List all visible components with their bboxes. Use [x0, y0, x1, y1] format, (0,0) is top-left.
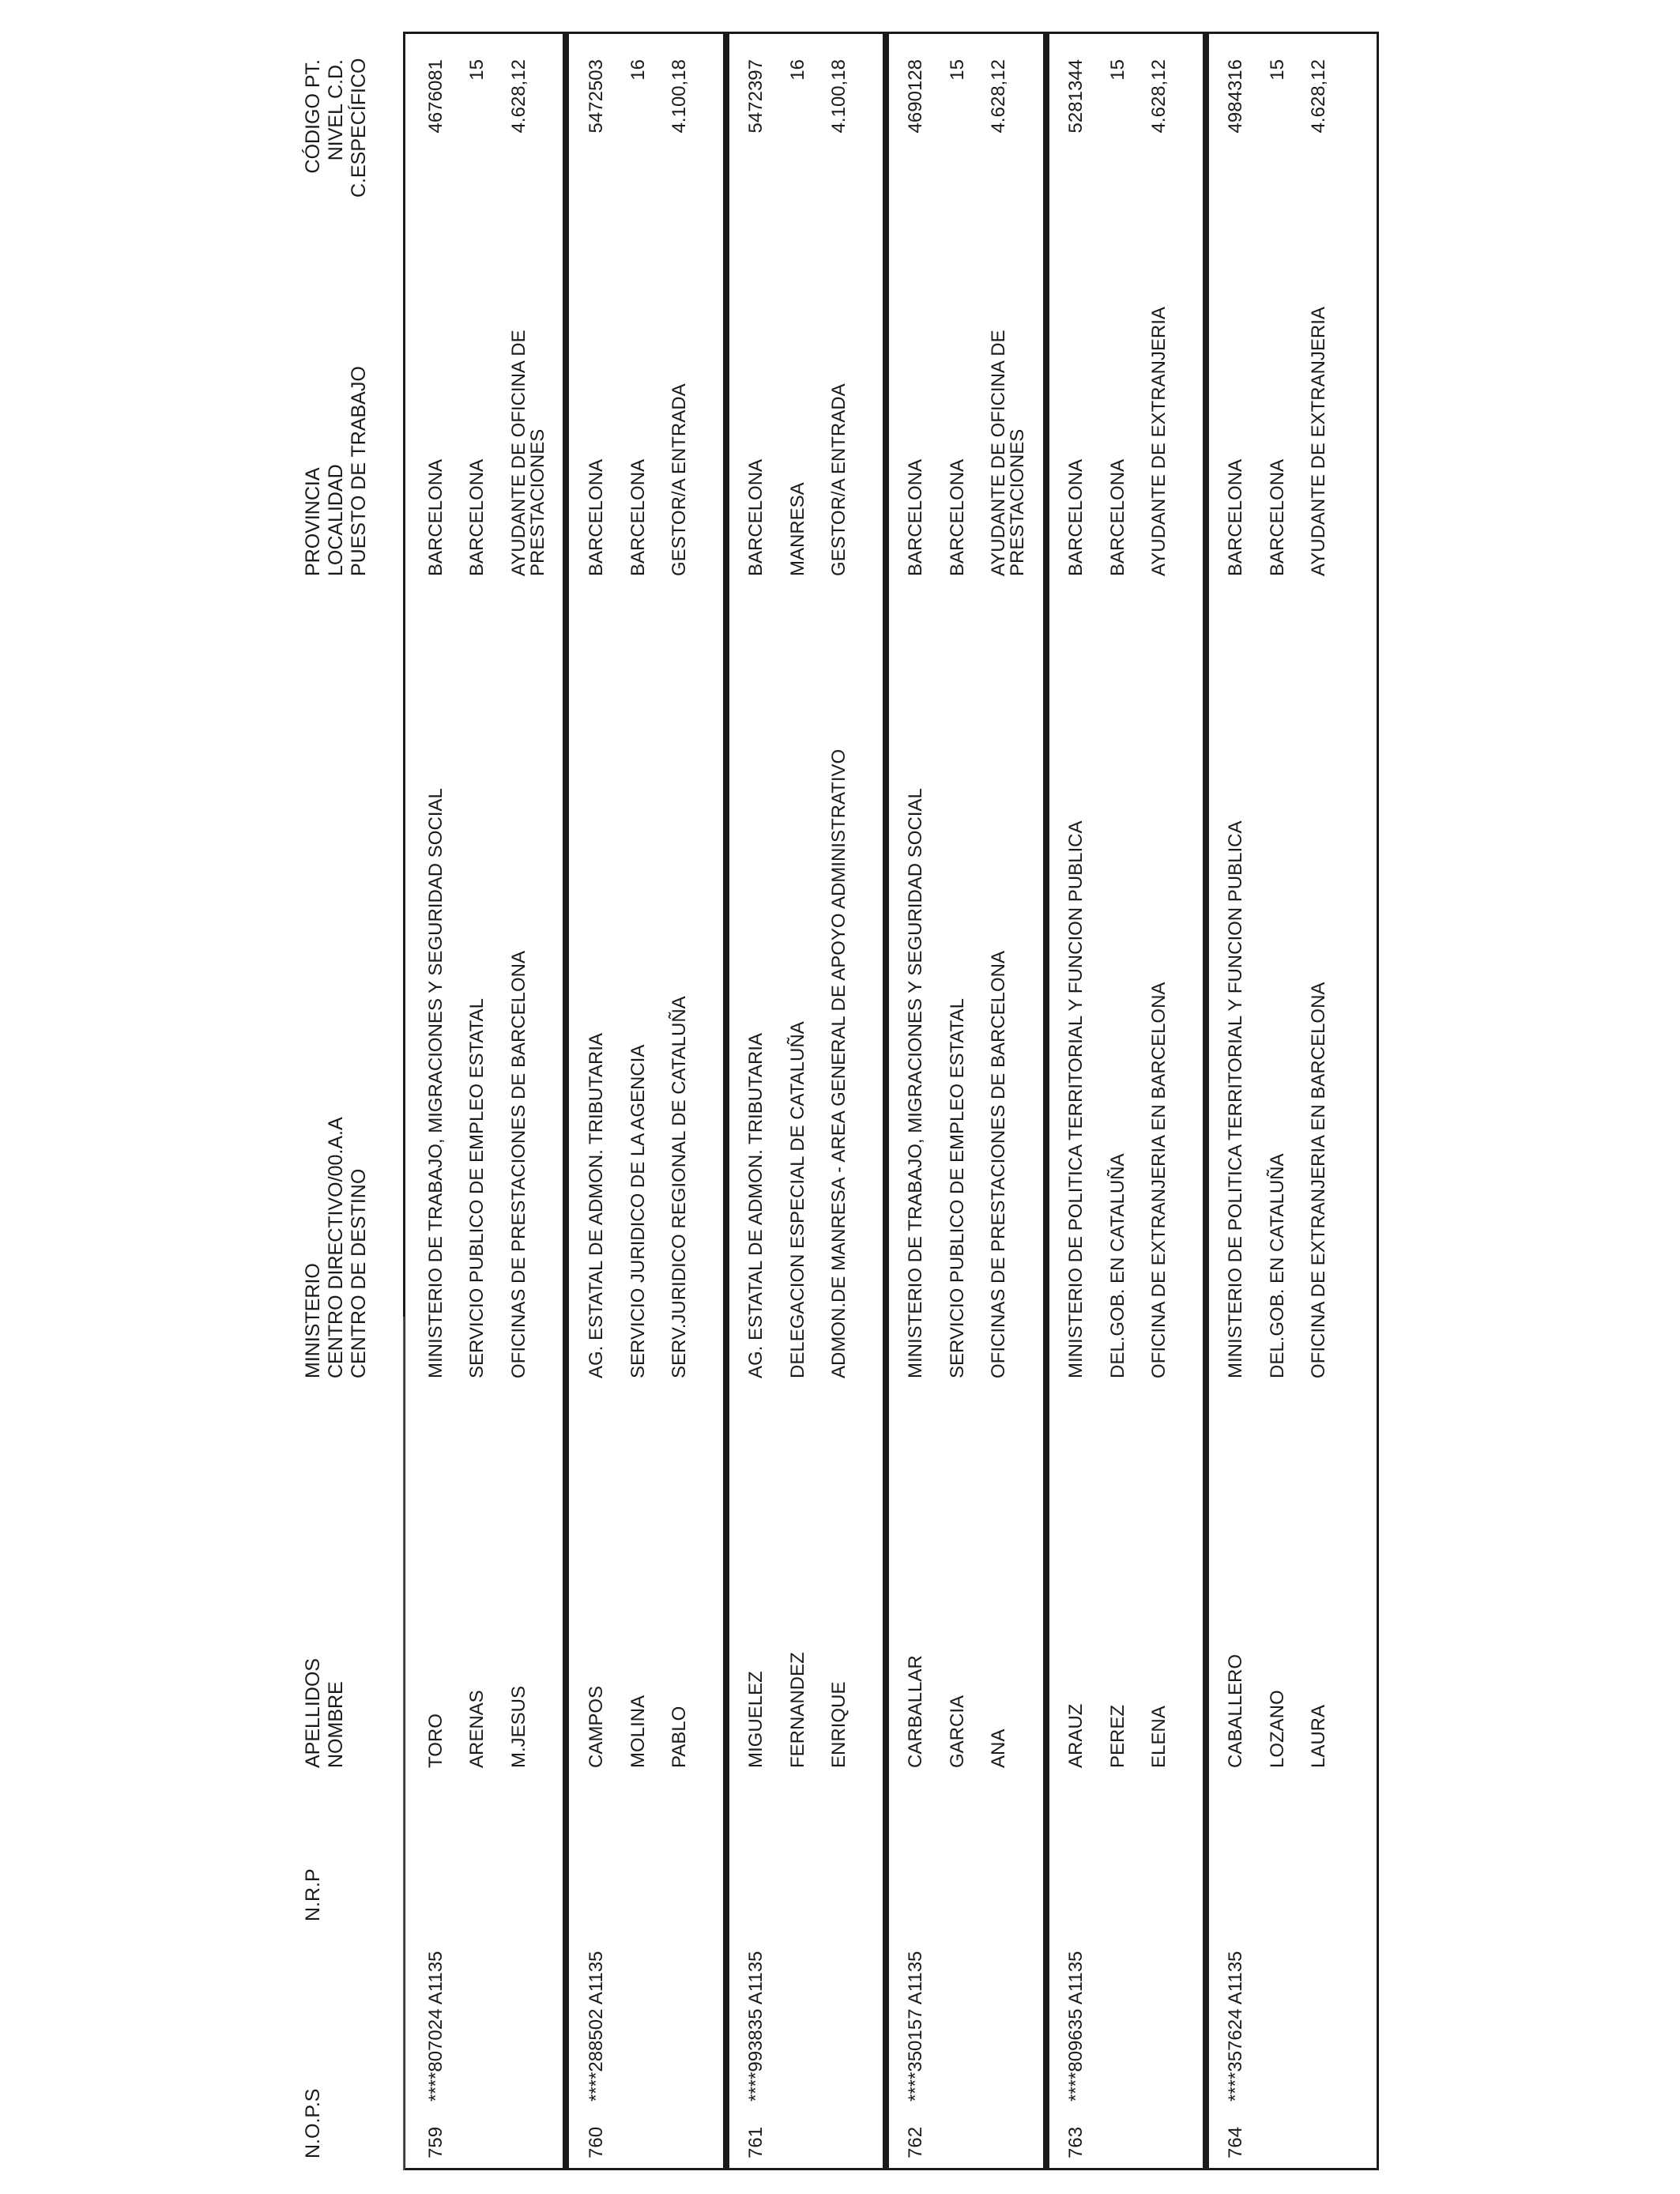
cell-provincia: BARCELONA — [1065, 458, 1087, 576]
header-especifico: C.ESPECÍFICO — [348, 58, 370, 198]
cell-centro-directivo: SERVICIO PUBLICO DE EMPLEO ESTATAL — [947, 997, 968, 1378]
cell-apellido2: GARCIA — [947, 1695, 968, 1768]
cell-apellido2: FERNANDEZ — [787, 1652, 808, 1768]
cell-nivel: 15 — [466, 59, 488, 81]
cell-especifico: 4.628,12 — [1308, 59, 1329, 134]
cell-puesto-line1: AYUDANTE DE OFICINA DE — [988, 330, 1009, 576]
cell-puesto-line2: PRESTACIONES — [1007, 428, 1028, 576]
cell-codigo: 4690128 — [905, 59, 926, 134]
cell-centro-directivo: DEL.GOB. EN CATALUÑA — [1267, 1153, 1288, 1378]
cell-ministerio: AG. ESTATAL DE ADMON. TRIBUTARIA — [745, 1033, 767, 1378]
cell-nrp: ****807024 A1135 — [425, 1951, 446, 2102]
cell-nombre: ENRIQUE — [828, 1681, 849, 1768]
header-apellidos: APELLIDOS — [302, 1658, 324, 1768]
cell-codigo: 4676081 — [425, 59, 446, 134]
cell-puesto-line1: AYUDANTE DE EXTRANJERIA — [1308, 307, 1329, 576]
cell-nrp: ****350157 A1135 — [905, 1951, 926, 2102]
cell-centro-destino: SERV.JURIDICO REGIONAL DE CATALUÑA — [669, 996, 690, 1378]
row-separator — [883, 32, 889, 2170]
cell-apellido1: CARBALLAR — [905, 1655, 926, 1768]
header-ministerio: MINISTERIO — [302, 1263, 324, 1378]
cell-ministerio: MINISTERIO DE POLITICA TERRITORIAL Y FUNCION PUBLICA — [1065, 820, 1087, 1378]
cell-apellido1: MIGUELEZ — [745, 1671, 767, 1768]
cell-nombre: ELENA — [1148, 1706, 1170, 1768]
header-apellidos-nombre — [302, 1658, 348, 1768]
cell-nivel: 15 — [1267, 59, 1288, 81]
header-puesto: PUESTO DE TRABAJO — [348, 366, 370, 576]
cell-nops: 761 — [745, 2126, 767, 2158]
cell-localidad: BARCELONA — [947, 458, 968, 576]
cell-ministerio: MINISTERIO DE TRABAJO, MIGRACIONES Y SEGURIDAD SOCIAL — [905, 788, 926, 1378]
divider-line — [403, 1317, 405, 2170]
cell-apellido1: CABALLERO — [1225, 1653, 1246, 1768]
header-codigo: CÓDIGO PT. — [302, 59, 324, 174]
cell-centro-destino: OFICINA DE EXTRANJERIA EN BARCELONA — [1148, 982, 1170, 1378]
cell-nombre: M.JESUS — [508, 1685, 529, 1768]
cell-centro-directivo: SERVICIO PUBLICO DE EMPLEO ESTATAL — [466, 997, 488, 1378]
header-ministerio-group — [302, 1117, 371, 1378]
cell-centro-directivo: DELEGACION ESPECIAL DE CATALUÑA — [787, 1021, 808, 1378]
cell-provincia: BARCELONA — [425, 458, 446, 576]
cell-codigo: 5472503 — [586, 59, 607, 134]
cell-provincia: BARCELONA — [586, 458, 607, 576]
cell-nivel: 16 — [627, 59, 649, 81]
cell-nops: 759 — [425, 2126, 446, 2158]
cell-codigo: 4984316 — [1225, 59, 1246, 134]
cell-ministerio: MINISTERIO DE TRABAJO, MIGRACIONES Y SEGURIDAD SOCIAL — [425, 788, 446, 1378]
cell-localidad: BARCELONA — [1267, 458, 1288, 576]
cell-apellido2: MOLINA — [627, 1695, 649, 1768]
cell-nops: 762 — [905, 2126, 926, 2158]
header-nops: N.O.P.S — [302, 2088, 324, 2158]
cell-centro-destino: OFICINAS DE PRESTACIONES DE BARCELONA — [988, 951, 1009, 1378]
cell-nivel: 16 — [787, 59, 808, 81]
cell-nrp: ****809635 A1135 — [1065, 1951, 1087, 2102]
row-separator — [723, 32, 729, 2170]
row-separator — [563, 32, 569, 2170]
cell-ministerio: MINISTERIO DE POLITICA TERRITORIAL Y FUNCION PUBLICA — [1225, 820, 1246, 1378]
cell-nivel: 15 — [1107, 59, 1128, 81]
cell-nombre: ANA — [988, 1728, 1009, 1768]
cell-ministerio: AG. ESTATAL DE ADMON. TRIBUTARIA — [586, 1033, 607, 1378]
cell-localidad: BARCELONA — [627, 458, 649, 576]
header-nrp: N.R.P — [302, 1868, 324, 1921]
cell-especifico: 4.100,18 — [828, 59, 849, 134]
cell-centro-directivo: SERVICIO JURIDICO DE LA AGENCIA — [627, 1044, 649, 1378]
cell-nrp: ****993835 A1135 — [745, 1951, 767, 2102]
cell-nops: 763 — [1065, 2126, 1087, 2158]
cell-especifico: 4.628,12 — [508, 59, 529, 134]
cell-nombre: PABLO — [669, 1706, 690, 1768]
cell-especifico: 4.628,12 — [1148, 59, 1170, 134]
cell-centro-destino: OFICINA DE EXTRANJERIA EN BARCELONA — [1308, 982, 1329, 1378]
cell-nrp: ****288502 A1135 — [586, 1951, 607, 2102]
cell-puesto-line2: PRESTACIONES — [527, 428, 548, 576]
cell-localidad: MANRESA — [787, 482, 808, 576]
cell-localidad: BARCELONA — [466, 458, 488, 576]
cell-nops: 760 — [586, 2126, 607, 2158]
cell-codigo: 5472397 — [745, 59, 767, 134]
cell-apellido2: PEREZ — [1107, 1704, 1128, 1768]
cell-provincia: BARCELONA — [745, 458, 767, 576]
header-centro-destino: CENTRO DE DESTINO — [348, 1168, 370, 1378]
cell-provincia: BARCELONA — [905, 458, 926, 576]
cell-apellido1: CAMPOS — [586, 1685, 607, 1768]
cell-nrp: ****357624 A1135 — [1225, 1951, 1246, 2102]
header-centro-directivo: CENTRO DIRECTIVO/00.A.A — [325, 1117, 347, 1378]
cell-nivel: 15 — [947, 59, 968, 81]
cell-puesto-line1: GESTOR/A ENTRADA — [669, 383, 690, 576]
cell-nops: 764 — [1225, 2126, 1246, 2158]
cell-apellido1: ARAUZ — [1065, 1703, 1087, 1768]
cell-especifico: 4.628,12 — [988, 59, 1009, 134]
row-separator — [1203, 32, 1209, 2170]
header-nombre: NOMBRE — [325, 1681, 347, 1768]
cell-centro-destino: OFICINAS DE PRESTACIONES DE BARCELONA — [508, 951, 529, 1378]
row-separator — [1043, 32, 1049, 2170]
cell-puesto-line1: AYUDANTE DE OFICINA DE — [508, 330, 529, 576]
cell-provincia: BARCELONA — [1225, 458, 1246, 576]
cell-especifico: 4.100,18 — [669, 59, 690, 134]
cell-centro-destino: ADMON.DE MANRESA - AREA GENERAL DE APOYO ADMINISTRATIVO — [828, 748, 849, 1378]
cell-codigo: 5281344 — [1065, 59, 1087, 134]
header-provincia: PROVINCIA — [302, 467, 324, 576]
cell-puesto-line1: GESTOR/A ENTRADA — [828, 383, 849, 576]
cell-apellido1: TORO — [425, 1713, 446, 1768]
header-codigo-group — [302, 59, 371, 198]
cell-localidad: BARCELONA — [1107, 458, 1128, 576]
cell-centro-directivo: DEL.GOB. EN CATALUÑA — [1107, 1153, 1128, 1378]
header-provincia-group — [302, 366, 371, 576]
header-localidad: LOCALIDAD — [325, 464, 347, 576]
cell-nombre: LAURA — [1308, 1704, 1329, 1768]
cell-puesto-line1: AYUDANTE DE EXTRANJERIA — [1148, 307, 1170, 576]
header-nivel: NIVEL C.D. — [325, 59, 347, 161]
cell-apellido2: ARENAS — [466, 1690, 488, 1768]
cell-apellido2: LOZANO — [1267, 1690, 1288, 1768]
